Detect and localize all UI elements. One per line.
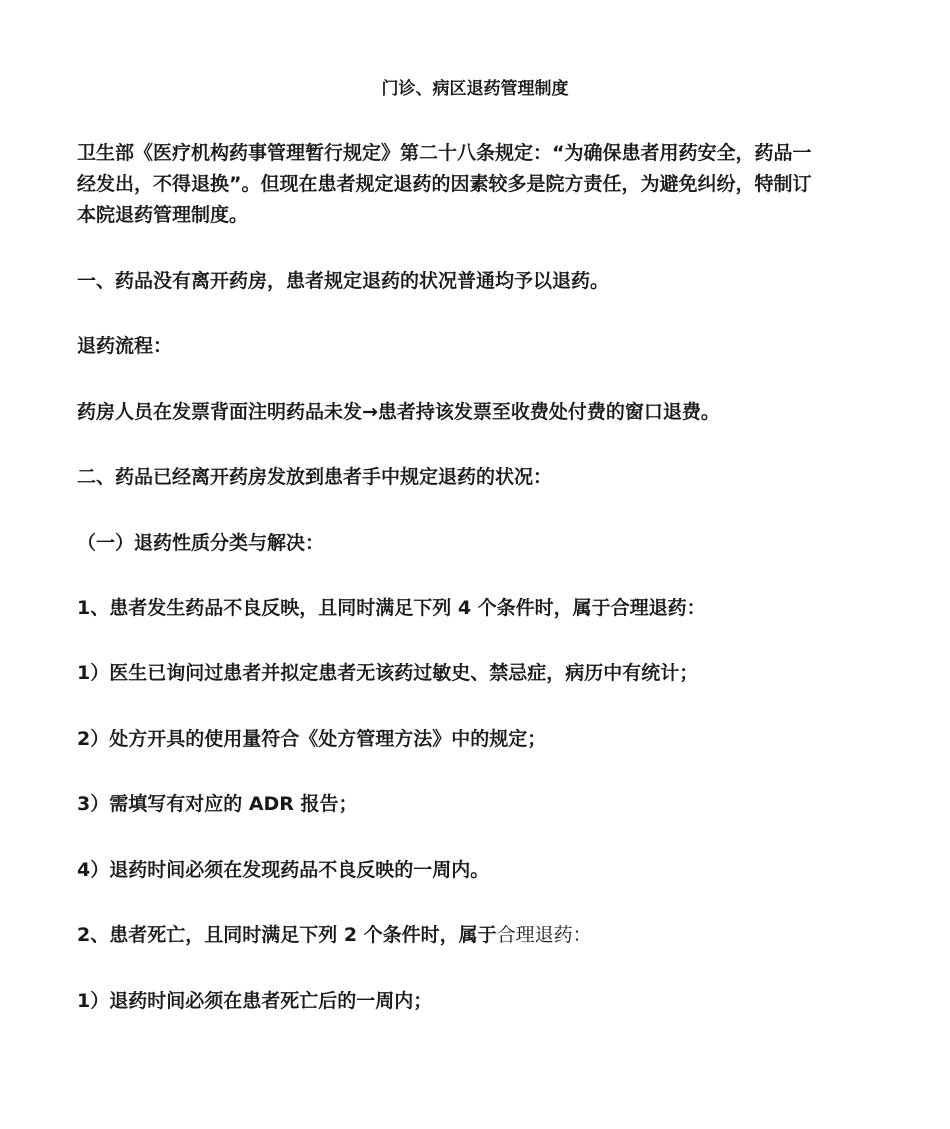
- intro-line-3: 本院退药管理制度。: [77, 204, 249, 226]
- item-1-condition-1: 1）医生已询问过患者并拟定患者无该药过敏史、禁忌症，病历中有统计；: [77, 662, 699, 684]
- item-2-heading-bold: 2、患者死亡，且同时满足下列 2 个条件时，属于: [77, 924, 497, 946]
- subsection-1-heading: （一）退药性质分类与解决：: [77, 532, 325, 554]
- item-1-condition-2: 2）处方开具的使用量符合《处方管理方法》中的规定；: [77, 728, 547, 750]
- section-1-heading: 一、药品没有离开药房，患者规定退药的状况普通均予以退药。: [77, 270, 610, 292]
- intro-line-2: 经发出，不得退换”。但现在患者规定退药的因素较多是院方责任，为避免纠纷，特制订: [77, 173, 812, 195]
- item-2-condition-1: 1）退药时间必须在患者死亡后的一周内；: [77, 990, 433, 1012]
- item-2-heading: [77, 920, 867, 951]
- flow-label: 退药流程：: [77, 335, 173, 357]
- item-1-heading: 1、患者发生药品不良反映，且同时满足下列 4 个条件时，属于合理退药：: [77, 597, 706, 619]
- item-1-condition-4: 4）退药时间必须在发现药品不良反映的一周内。: [77, 859, 490, 881]
- item-1-condition-3: 3）需填写有对应的 ADR 报告；: [77, 793, 358, 815]
- intro-line-1: 卫生部《医疗机构药事管理暂行规定》第二十八条规定：“为确保患者用药安全，药品一: [77, 142, 812, 164]
- item-2-heading-light: 合理退药：: [496, 924, 592, 946]
- document-title: 门诊、病区退药管理制度: [381, 79, 569, 99]
- flow-text: 药房人员在发票背面注明药品未发→患者持该发票至收费处付费的窗口退费。: [77, 401, 720, 423]
- section-2-heading: 二、药品已经离开药房发放到患者手中规定退药的状况：: [77, 466, 553, 488]
